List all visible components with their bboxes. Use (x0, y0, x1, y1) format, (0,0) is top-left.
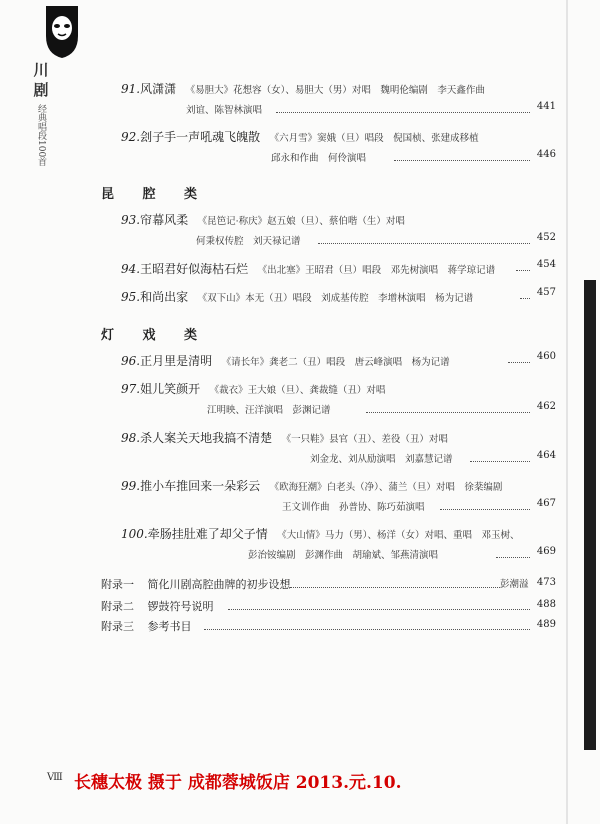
entry-title: 和尚出家 (140, 290, 189, 304)
entry-credits: 何秉权传腔 刘天禄记谱 (196, 236, 301, 247)
entry-detail: 《欧海狂潮》白老头（净）、蒲兰（旦）对唱 徐棻编剧 (269, 482, 503, 493)
leader-dots (496, 557, 530, 558)
appendix-title: 参考书目 (147, 620, 192, 633)
entry-number: 97. (121, 382, 141, 396)
toc-entry-94 (121, 260, 495, 277)
page-number: 460 (536, 351, 556, 362)
leader-dots (276, 112, 530, 113)
leader-dots (520, 298, 530, 299)
toc-entry-95 (121, 288, 473, 305)
entry-credits: 江明映、汪洋演唱 彭渊记谱 (207, 405, 331, 416)
entry-title: 推小车推回来一朵彩云 (140, 479, 261, 493)
appendix-1 (101, 576, 291, 592)
entry-detail: 《大山情》马力（男）、杨洋（女）对唱、重唱 邓玉树、 (277, 530, 520, 541)
appendix-author: 彭潮溢 (500, 579, 529, 590)
leader-dots (318, 243, 530, 244)
entry-number: 93. (121, 213, 141, 227)
toc-entry-91 (121, 80, 485, 97)
entry-number: 95. (121, 290, 141, 304)
leader-dots (394, 160, 530, 161)
entry-detail: 《一只鞋》县官（丑）、差役（丑）对唱 (281, 434, 448, 445)
entry-detail: 《出北塞》王昭君（旦）唱段 邓先树演唱 蒋学琼记谱 (257, 265, 496, 276)
entry-number: 100. (121, 527, 148, 541)
page-number: 452 (536, 232, 556, 243)
leader-dots (290, 587, 500, 588)
page-marker: Ⅷ (47, 772, 63, 783)
toc-entry-96 (121, 352, 450, 369)
section-heading-dengxi: 灯 戏 类 (101, 328, 210, 343)
page-number: 473 (536, 577, 556, 588)
entry-number: 96. (121, 354, 141, 368)
entry-detail: 《请长年》龚老二（丑）唱段 唐云峰演唱 杨为记谱 (221, 357, 450, 368)
entry-title: 牵肠挂肚难了却父子情 (147, 527, 268, 541)
entry-detail: 《双下山》本无（丑）唱段 刘成基传腔 李增林演唱 杨为记谱 (197, 293, 474, 304)
entry-title: 风潇潇 (140, 82, 177, 96)
entry-title: 帘幕风柔 (140, 213, 189, 227)
leader-dots (440, 509, 530, 510)
leader-dots (470, 461, 530, 462)
appendix-3 (101, 618, 192, 634)
entry-title: 姐儿笑颜开 (140, 382, 201, 396)
entry-detail: 《裁衣》王大娘（旦）、龚裁缝（丑）对唱 (209, 385, 386, 396)
appendix-label: 附录二 (101, 600, 134, 613)
opera-mask-icon (42, 6, 82, 58)
appendix-label: 附录一 (101, 578, 134, 591)
entry-credits: 彭治铵编剧 彭渊作曲 胡瑜斌、邹燕清演唱 (248, 550, 439, 561)
spine-label (28, 60, 54, 166)
toc-entry-98 (121, 429, 448, 446)
entry-title: 杀人案关天地我搞不清楚 (140, 431, 273, 445)
entry-title: 正月里是清明 (140, 354, 213, 368)
toc-entry-93 (121, 211, 405, 228)
entry-number: 91. (121, 82, 141, 96)
leader-dots (228, 609, 530, 610)
entry-number: 92. (121, 130, 141, 144)
page-number: 469 (536, 546, 556, 557)
appendix-label: 附录三 (101, 620, 134, 633)
page-number: 467 (536, 498, 556, 509)
page-number: 488 (536, 599, 556, 610)
photo-caption-stamp: 长穗太极 摄于 成都蓉城饭店 2013.元.10. (74, 773, 402, 793)
toc-entry-92 (121, 128, 479, 145)
spine-subtitle: 经典唱段100首 (36, 104, 46, 167)
entry-detail: 《六月雪》窦娥（旦）唱段 倪国桢、张建成移植 (269, 133, 479, 144)
page-number: 464 (536, 450, 556, 461)
section-heading-kunqiang: 昆 腔 类 (101, 187, 210, 202)
toc-entry-100 (121, 525, 520, 542)
page-number: 457 (536, 287, 556, 298)
entry-detail: 《昆笆记·称庆》赵五娘（旦）、蔡伯喈（生）对唱 (197, 216, 405, 227)
entry-number: 99. (121, 479, 141, 493)
entry-credits: 邱永和作曲 何伶演唱 (271, 153, 367, 164)
appendix-2 (101, 598, 214, 614)
leader-dots (204, 629, 530, 630)
entry-credits: 刘谊、陈智林演唱 (186, 105, 263, 116)
book-spine-bar (584, 280, 596, 750)
page-number: 441 (536, 101, 556, 112)
page-number: 489 (536, 619, 556, 630)
entry-title: 王昭君好似海枯石烂 (140, 262, 249, 276)
entry-detail: 《易胆大》花想容（女）、易胆大（男）对唱 魏明伦编剧 李天鑫作曲 (185, 85, 485, 96)
page-number: 446 (536, 149, 556, 160)
spine-title: 川 剧 (33, 61, 49, 99)
leader-dots (508, 362, 530, 363)
page-number: 462 (536, 401, 556, 412)
toc-entry-99 (121, 477, 502, 494)
appendix-title: 锣鼓符号说明 (147, 600, 214, 613)
entry-number: 94. (121, 262, 141, 276)
leader-dots (366, 412, 530, 413)
leader-dots (516, 270, 530, 271)
appendix-title: 简化川剧高腔曲牌的初步设想 (147, 578, 291, 591)
page-edge (566, 0, 568, 824)
page-number: 454 (536, 259, 556, 270)
entry-credits: 王文训作曲 孙普协、陈巧茹演唱 (282, 502, 425, 513)
toc-entry-97 (121, 380, 385, 397)
entry-credits: 刘金龙、刘从励演唱 刘嘉慧记谱 (310, 454, 453, 465)
entry-number: 98. (121, 431, 141, 445)
entry-title: 刽子手一声吼魂飞魄散 (140, 130, 261, 144)
